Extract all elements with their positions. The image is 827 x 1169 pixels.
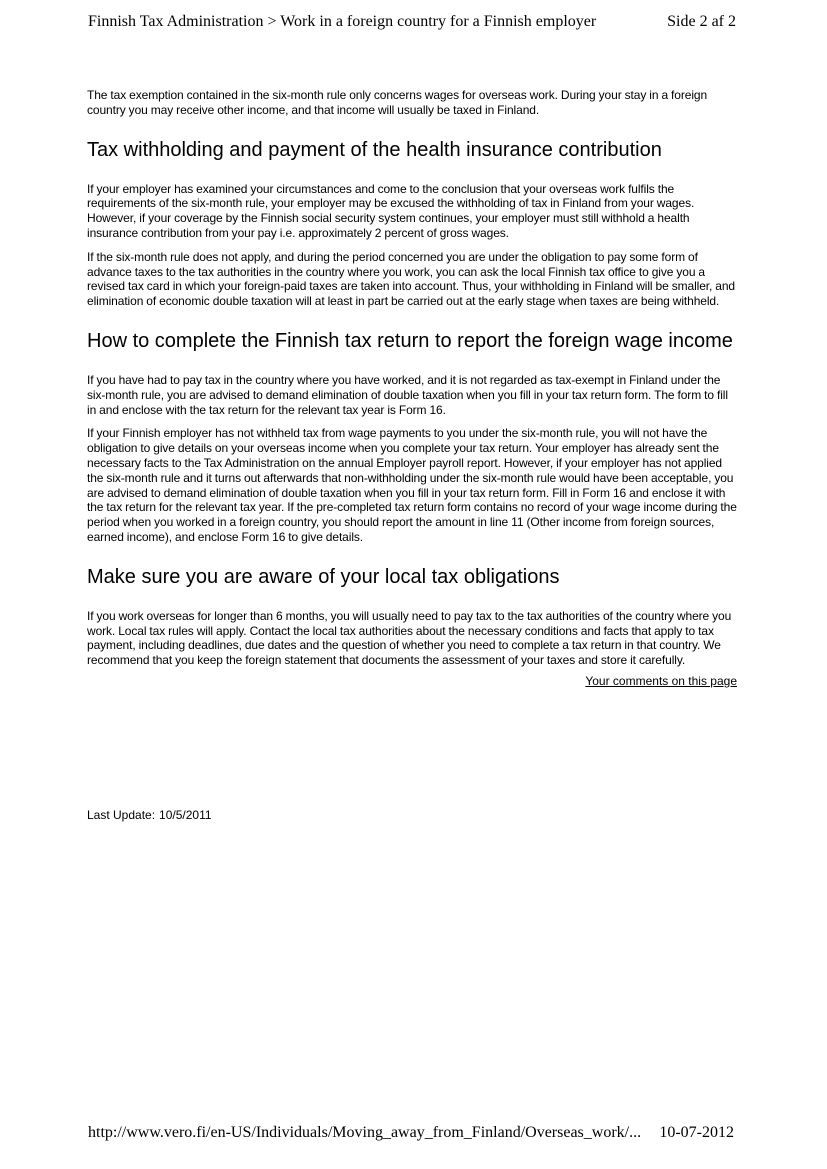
intro-paragraph: The tax exemption contained in the six-month rule only concerns wages for overseas work. During your stay in a foreign country you may receive other income, and that income will usually be taxed in Finland.	[87, 88, 708, 117]
paragraph: If you have had to pay tax in the country where you have worked, and it is not regarded as tax-exempt in Finland under the six-month rule, you are advised to demand elimination of double taxation when you fill in your tax return form. The form to fill in and enclose with the tax return for the relevant tax year is Form 16.	[87, 372, 728, 417]
comments-link-container	[87, 674, 737, 689]
last-update-label: Last Update:	[87, 808, 156, 822]
page-number: Side 2 af 2	[667, 13, 736, 30]
comments-link[interactable]: Your comments on this page	[585, 673, 737, 688]
paragraph: If your Finnish employer has not withheld tax from wage payments to you under the six-month rule, you will not have the obligation to give details on your overseas income when you complete your tax return. Your employer has already sent the necessary facts to the Tax Administration on the annual Employer payroll report. However, if your employer has not applied the six-month rule and it turns out afterwards that non-withholding under the six-month rule would have been acceptable, you are advised to demand elimination of double taxation when you fill in your tax return form. Fill in Form 16 and enclose it with the tax return for the relevant tax year. If the pre-completed tax return form contains no record of your wage income during the period when you worked in a foreign country, you should report the amount in line 11 (Other income from foreign sources, earned income), and enclose Form 16 to give details.	[87, 426, 737, 544]
article-content	[87, 88, 737, 689]
section-heading-local-obligations: Make sure you are aware of your local tax obligations	[87, 565, 560, 588]
last-update	[87, 808, 216, 823]
paragraph: If your employer has examined your circumstances and come to the conclusion that your overseas work fulfils the requirements of the six-month rule, your employer may be excused the withholding of tax in Finland from your wages. However, if your coverage by the Finnish social security system continues, your employer must still withhold a health insurance contribution from your pay i.e. approximately 2 percent of gross wages.	[87, 181, 695, 240]
paragraph: If you work overseas for longer than 6 months, you will usually need to pay tax to the tax authorities of the country where you work. Local tax rules will apply. Contact the local tax authorities about the necessary conditions and facts that apply to tax payment, including deadlines, due dates and the question of whether you need to complete a tax return in that country. We recommend that you keep the foreign statement that documents the assessment of your taxes and store it carefully.	[87, 608, 732, 668]
section-heading-withholding: Tax withholding and payment of the health insurance contribution	[87, 138, 662, 161]
footer-url: http://www.vero.fi/en-US/Individuals/Moving_away_from_Finland/Overseas_work/...	[88, 1124, 642, 1141]
header-title: Finnish Tax Administration > Work in a foreign country for a Finnish employer	[88, 13, 597, 30]
paragraph: If the six-month rule does not apply, and during the period concerned you are under the obligation to pay some form of advance taxes to the tax authorities in the country where you work, you can ask the local Finnish tax office to give you a revised tax card in which your foreign-paid taxes are taken into account. Thus, your withholding in Finland will be smaller, and elimination of economic double taxation will at least in part be carried out at the early stage when taxes are being withheld.	[87, 249, 736, 309]
last-update-date: 10/5/2011	[159, 808, 212, 822]
footer-date: 10-07-2012	[659, 1124, 734, 1141]
section-heading-tax-return: How to complete the Finnish tax return to report the foreign wage income	[87, 329, 733, 352]
